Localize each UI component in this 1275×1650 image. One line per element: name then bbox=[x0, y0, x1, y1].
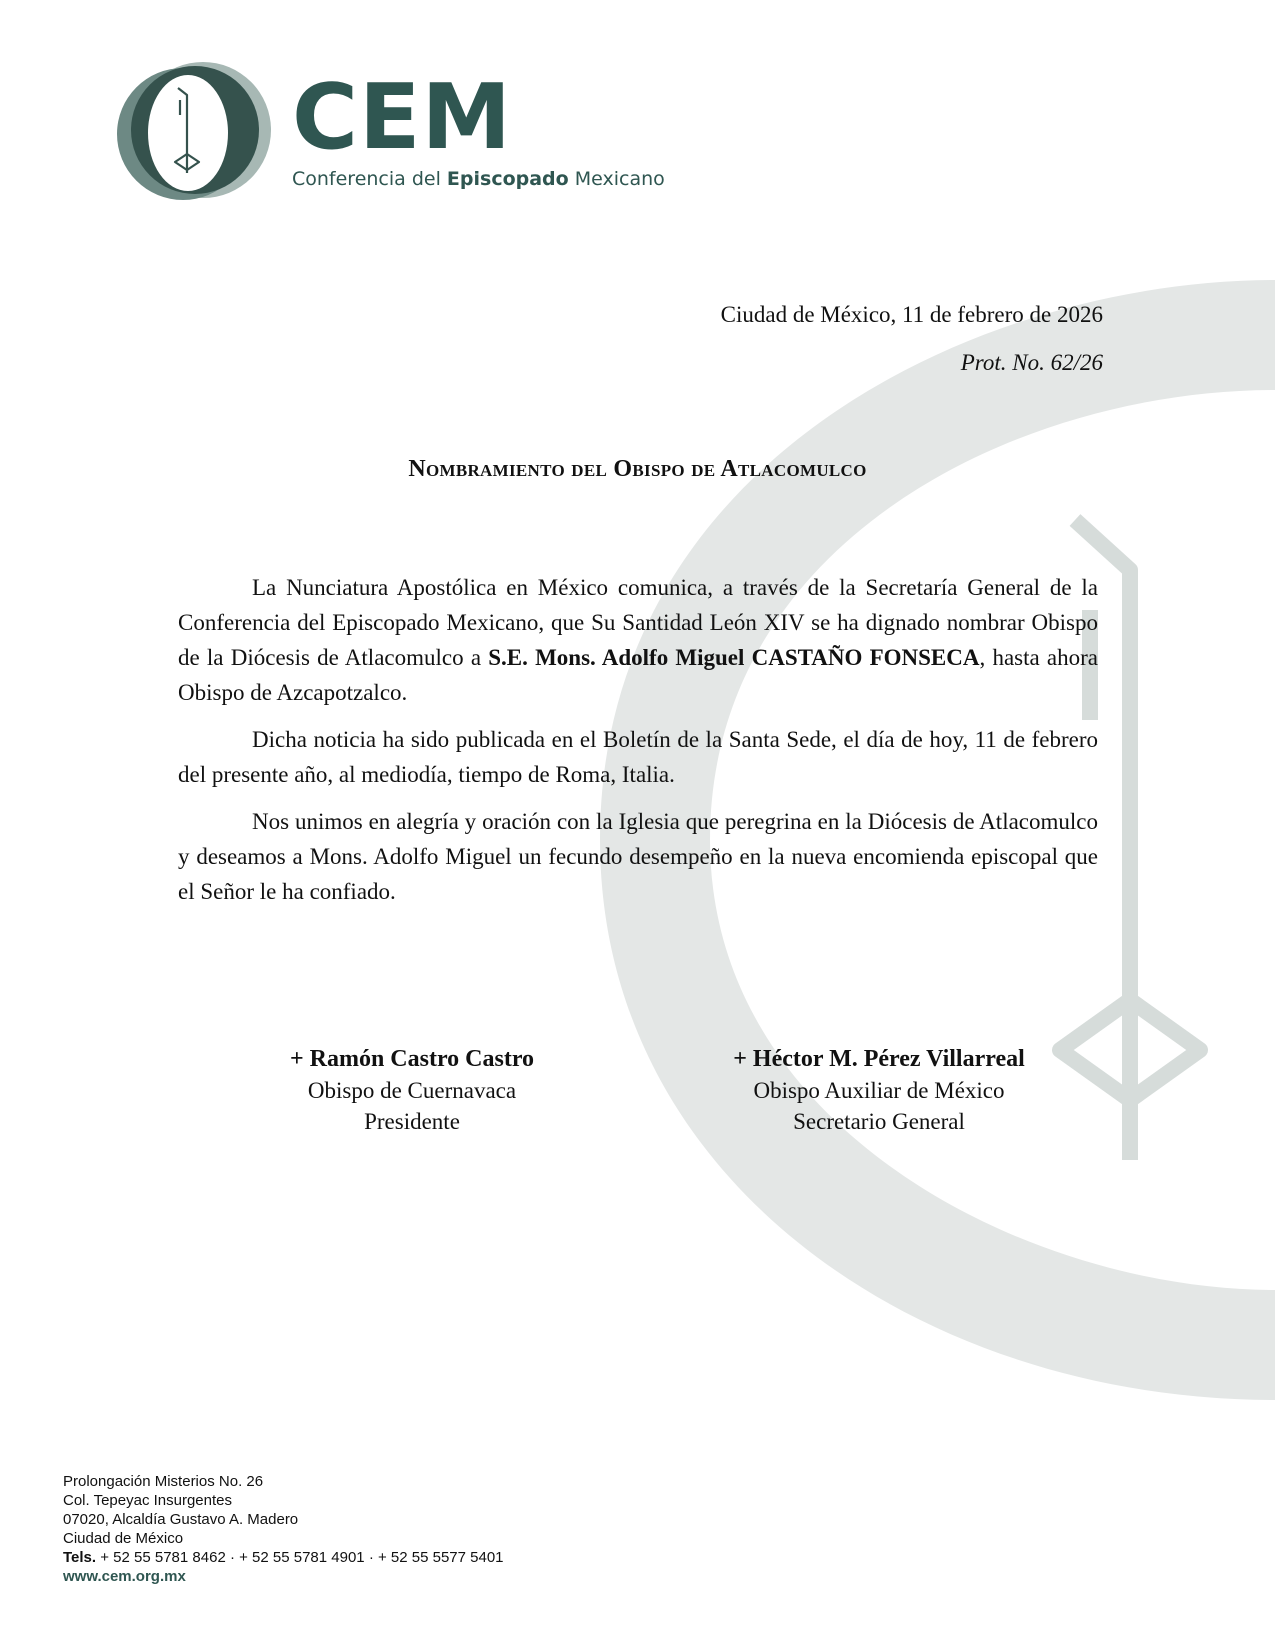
paragraph-1-text-b: , hasta ahora Obispo de Azcapotzalco. bbox=[178, 645, 1098, 705]
address-line: Col. Tepeyac Insurgentes bbox=[63, 1492, 232, 1509]
address-line: Prolongación Misterios No. 26 bbox=[63, 1473, 264, 1490]
brand-sub-suffix: Mexicano bbox=[568, 168, 665, 190]
brand-name: CEM bbox=[292, 65, 513, 170]
signatory-name: + Ramón Castro Castro bbox=[289, 1046, 535, 1072]
footer-address bbox=[63, 1472, 504, 1586]
document-title: Nombramiento del Obispo de Atlacomulco bbox=[408, 456, 867, 482]
signatory-title: Presidente bbox=[364, 1109, 460, 1134]
brand-logotype bbox=[292, 65, 665, 190]
address-line: Ciudad de México bbox=[63, 1530, 184, 1547]
cem-logo-icon bbox=[115, 58, 275, 208]
signatory-role: Obispo Auxiliar de México bbox=[753, 1078, 1005, 1103]
signature-secretary bbox=[714, 1044, 1044, 1137]
website-link[interactable]: www.cem.org.mx bbox=[63, 1568, 186, 1585]
paragraph-2: Dicha noticia ha sido publicada en el Boletín de la Santa Sede, el día de hoy, 11 de febrero del presente año, al mediodía, tiempo de Roma, Italia. bbox=[178, 727, 1098, 787]
paragraph-1-text-a: La Nunciatura Apostólica en México comunica, a través de la Secretaría General de la Conferencia del Episcopado Mexicano, que Su Santidad León XIV se ha dignado nombrar Obispo de la Diócesis de Atlacomulco a bbox=[178, 575, 1098, 670]
brand-subtitle bbox=[292, 168, 665, 190]
phone-line bbox=[63, 1548, 504, 1567]
brand-sub-prefix: Conferencia del bbox=[292, 168, 447, 190]
paragraph-1 bbox=[178, 570, 1098, 710]
letter-date: Ciudad de México, 11 de febrero de 2026 bbox=[720, 302, 1103, 327]
letter-body bbox=[178, 570, 1098, 921]
phone-numbers: + 52 55 5781 8462 · + 52 55 5781 4901 · + 52 55 5577 5401 bbox=[96, 1549, 504, 1566]
signatory-role: Obispo de Cuernavaca bbox=[307, 1078, 517, 1103]
signatory-title: Secretario General bbox=[793, 1109, 965, 1134]
protocol-number: Prot. No. 62/26 bbox=[960, 350, 1103, 375]
brand-sub-bold: Episcopado bbox=[446, 168, 569, 190]
phone-label: Tels. bbox=[63, 1549, 97, 1566]
bishop-name: S.E. Mons. Adolfo Miguel CASTAÑO FONSECA bbox=[488, 645, 980, 670]
address-line: 07020, Alcaldía Gustavo A. Madero bbox=[63, 1511, 299, 1528]
signatory-name: + Héctor M. Pérez Villarreal bbox=[733, 1046, 1025, 1072]
paragraph-3: Nos unimos en alegría y oración con la Iglesia que peregrina en la Diócesis de Atlacomulco y deseamos a Mons. Adolfo Miguel un fecundo desempeño en la nueva encomienda episcopal que el Señor le ha confiado. bbox=[178, 809, 1098, 904]
signature-president bbox=[247, 1044, 577, 1137]
